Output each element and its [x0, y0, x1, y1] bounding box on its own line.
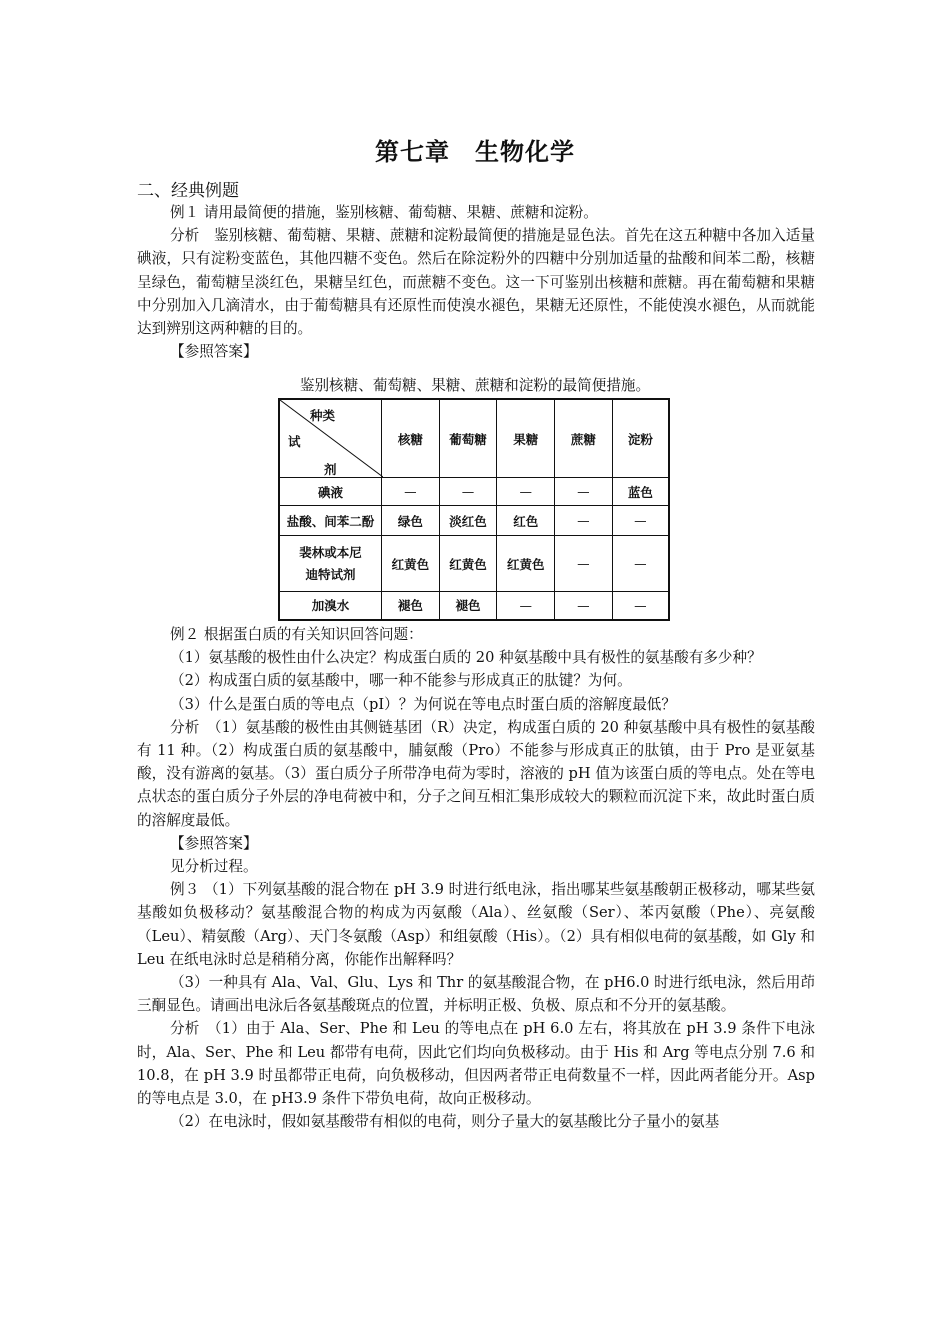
table-row [279, 506, 669, 536]
table-cell: — [439, 478, 497, 506]
example-1-answer-label: 【参照答案】 [170, 343, 258, 361]
table-cell: 淡红色 [439, 506, 497, 536]
table-cell: 红黄色 [497, 536, 555, 592]
example-2-subquestion-2: （2）构成蛋白质的氨基酸中，哪一种不能参与形成真正的肽键？为何。 [170, 672, 632, 690]
table-cell: — [555, 536, 613, 592]
page-title: 第七章 生物化学 [375, 138, 575, 166]
table-reagent-line-2: 迪特试剂 [305, 566, 356, 582]
example-1 [137, 201, 815, 363]
example-3-analysis-2: （2）在电泳时，假如氨基酸带有相似的电荷，则分子量大的氨基酸比分子量小的氨基 [170, 1113, 720, 1131]
example-2-question: 例２ 根据蛋白质的有关知识回答问题： [170, 626, 423, 643]
table-cell: 绿色 [381, 506, 439, 536]
table-cell: — [555, 478, 613, 506]
table-cell: — [381, 478, 439, 506]
table-header-cell: 葡萄糖 [439, 399, 497, 478]
table-header-cell: 果糖 [497, 399, 555, 478]
example-1-analysis: 分析 鉴别核糖、葡萄糖、果糖、蔗糖和淀粉最简便的措施是显色法。首先在这五种糖中各加入适量碘液，只有淀粉变蓝色，其他四糖不变色。然后在除淀粉外的四糖中分别加适量的盐酸和间苯二酚，核糖呈绿色，葡萄糖呈淡红色，果糖呈红色，而蔗糖不变色。这一下可鉴别出核糖和蔗糖。再在葡萄糖和果糖中分别加入几滴清水，由于葡萄糖具有还原性而使溴水褪色，果糖无还原性，不能使溴水褪色，从而就能达到辨别这两种糖的目的。 [137, 227, 815, 338]
table-cell: — [497, 592, 555, 620]
table-corner-cell [279, 399, 381, 478]
corner-left-label-2: 剂 [324, 462, 337, 477]
table-cell: — [612, 536, 669, 592]
table-cell: — [497, 478, 555, 506]
table-cell: — [555, 506, 613, 536]
table-cell: — [612, 506, 669, 536]
table-header-cell: 核糖 [381, 399, 439, 478]
table-reagent-line-1: 裴林或本尼 [299, 544, 362, 560]
table-reagent-cell [279, 536, 381, 592]
table-row [279, 478, 669, 506]
table-cell: 红黄色 [439, 536, 497, 592]
table-reagent-cell: 加溴水 [279, 592, 381, 620]
example-3-question: 例３ （1）下列氨基酸的混合物在 pH 3.9 时进行纸电泳，指出哪某些氨基酸朝正极移动，哪某些氨基酸如负极移动？氨基酸混合物的构成为丙氨酸（Ala）、丝氨酸（Ser）、苯丙氨酸（Phe）、亮氨酸（Leu）、精氨酸（Arg）、天门冬氨酸（Asp）和组氨酸（His）。（2）具有相似电荷的氨基酸，如 Gly 和 Leu 在纸电泳时总是稍稍分离，你能作出解释吗？ [137, 881, 815, 968]
table-row [279, 536, 669, 592]
table-reagent-cell: 盐酸、间苯二酚 [279, 506, 381, 536]
table-header-row [279, 399, 669, 478]
table-header-cell: 蔗糖 [555, 399, 613, 478]
corner-top-label: 种类 [310, 408, 336, 423]
table-header-cell: 淀粉 [612, 399, 669, 478]
example-3-subquestion-3: （3）一种具有 Ala、Val、Glu、Lys 和 Thr 的氨基酸混合物，在 pH6.0 时进行纸电泳，然后用茚三酮显色。请画出电泳后各氨基酸斑点的位置，并标明正极、负极、原点和不分开的氨基酸。 [137, 974, 815, 1015]
example-2-subquestion-3: （3）什么是蛋白质的等电点（pI）？为何说在等电点时蛋白质的溶解度最低？ [170, 695, 676, 713]
sugar-identification-table [278, 398, 670, 621]
section-heading: 二、经典例题 [137, 181, 239, 201]
table-reagent-cell: 碘液 [279, 478, 381, 506]
example-1-question: 例１ 请用最简便的措施，鉴别核糖、葡萄糖、果糖、蔗糖和淀粉。 [170, 204, 598, 221]
example-2-answer-label: 【参照答案】 [170, 834, 258, 852]
table-cell: 红色 [497, 506, 555, 536]
table-row [279, 592, 669, 620]
table-cell: 褪色 [381, 592, 439, 620]
table-cell: 红黄色 [381, 536, 439, 592]
table-cell: 蓝色 [612, 478, 669, 506]
corner-left-label-1: 试 [288, 434, 301, 449]
example-2 [137, 623, 815, 1133]
example-2-answer: 见分析过程。 [170, 858, 258, 876]
table-cell: 褪色 [439, 592, 497, 620]
table-cell: — [555, 592, 613, 620]
table-caption: 鉴别核糖、葡萄糖、果糖、蔗糖和淀粉的最简便措施。 [299, 377, 651, 394]
example-2-subquestion-1: （1）氨基酸的极性由什么决定？构成蛋白质的 20 种氨基酸中具有极性的氨基酸有多少种？ [170, 649, 762, 667]
example-3-analysis: 分析 （1）由于 Ala、Ser、Phe 和 Leu 的等电点在 pH 6.0 左右，将其放在 pH 3.9 条件下电泳时，Ala、Ser、Phe 和 Leu 都带有电荷，因此它们均向负极移动。由于 His 和 Arg 等电点分别 7.6 和 10.8，在 pH 3.9 时虽都带正电荷，向负极移动，但因两者带正电荷数量不一样，因此两者能分开。Asp 的等电点是 3.0，在 pH3.9 条件下带负电荷，故向正极移动。 [137, 1020, 815, 1108]
example-2-analysis: 分析 （1）氨基酸的极性由其侧链基团（R）决定，构成蛋白质的 20 种氨基酸中具有极性的氨基酸有 11 种。（2）构成蛋白质的氨基酸中，脯氨酸（Pro）不能参与形成真正的肽镇，由于 Pro 是亚氨基酸，没有游离的氨基。（3）蛋白质分子所带净电荷为零时，溶液的 pH 值为该蛋白质的等电点。处在等电点状态的蛋白质分子外层的净电荷被中和，分子之间互相汇集形成较大的颗粒而沉淀下来，故此时蛋白质的溶解度最低。 [137, 718, 815, 829]
table-cell: — [612, 592, 669, 620]
